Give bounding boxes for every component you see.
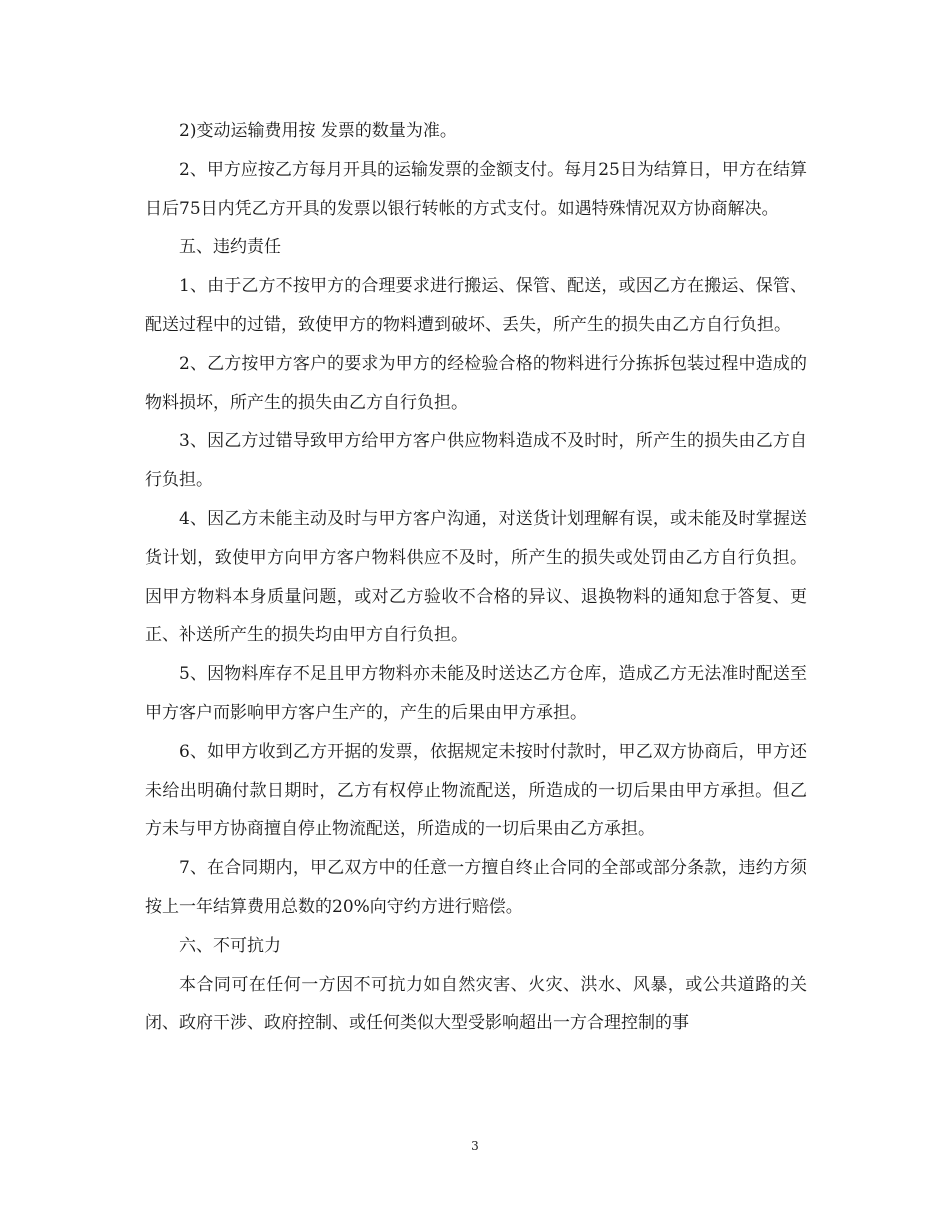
paragraph-payment-terms: 2、甲方应按乙方每月开具的运输发票的金额支付。每月25日为结算日，甲方在结算日后75日内凭乙方开具的发票以银行转帐的方式支付。如遇特殊情况双方协商解决。 bbox=[145, 159, 807, 219]
section-heading-breach-liability: 五、违约责任 bbox=[179, 237, 281, 258]
paragraph-breach-1: 1、由于乙方不按甲方的合理要求进行搬运、保管、配送，或因乙方在搬运、保管、配送过程中的过错，致使甲方的物料遭到破坏、丢失，所产生的损失由乙方自行负担。 bbox=[145, 276, 807, 335]
page-number: 3 bbox=[471, 1139, 479, 1153]
paragraph-variable-freight: 2)变动运输费用按 发票的数量为准。 bbox=[179, 121, 457, 141]
paragraph-breach-3: 3、因乙方过错导致甲方给甲方客户供应物料造成不及时时，所产生的损失由乙方自行负担。 bbox=[145, 431, 807, 491]
paragraph-breach-2: 2、乙方按甲方客户的要求为甲方的经检验合格的物料进行分拣拆包装过程中造成的物料损坏，所产生的损失由乙方自行负担。 bbox=[145, 353, 807, 413]
paragraph-breach-5: 5、因物料库存不足且甲方物料亦未能及时送达乙方仓库，造成乙方无法准时配送至甲方客户而影响甲方客户生产的，产生的后果由甲方承担。 bbox=[145, 664, 807, 723]
document-body bbox=[145, 112, 807, 1043]
paragraph-force-majeure: 本合同可在任何一方因不可抗力如自然灾害、火灾、洪水、风暴，或公共道路的关闭、政府干涉、政府控制、或任何类似大型受影响超出一方合理控制的事 bbox=[145, 974, 807, 1034]
paragraph-breach-4: 4、因乙方未能主动及时与甲方客户沟通，对送货计划理解有误，或未能及时掌握送货计划，致使甲方向甲方客户物料供应不及时，所产生的损失或处罚由乙方自行负担。因甲方物料本身质量问题，或对乙方验收不合格的异议、退换物料的通知怠于答复、更正、补送所产生的损失均由甲方自行负担。 bbox=[145, 508, 807, 646]
paragraph-breach-7: 7、在合同期内，甲乙双方中的任意一方擅自终止合同的全部或部分条款，违约方须按上一年结算费用总数的20%向守约方进行赔偿。 bbox=[145, 858, 807, 917]
paragraph-breach-6: 6、如甲方收到乙方开据的发票，依据规定未按时付款时，甲乙双方协商后，甲方还未给出明确付款日期时，乙方有权停止物流配送，所造成的一切后果由甲方承担。但乙方未与甲方协商擅自停止物流配送，所造成的一切后果由乙方承担。 bbox=[145, 741, 807, 840]
section-heading-force-majeure: 六、不可抗力 bbox=[179, 935, 281, 956]
